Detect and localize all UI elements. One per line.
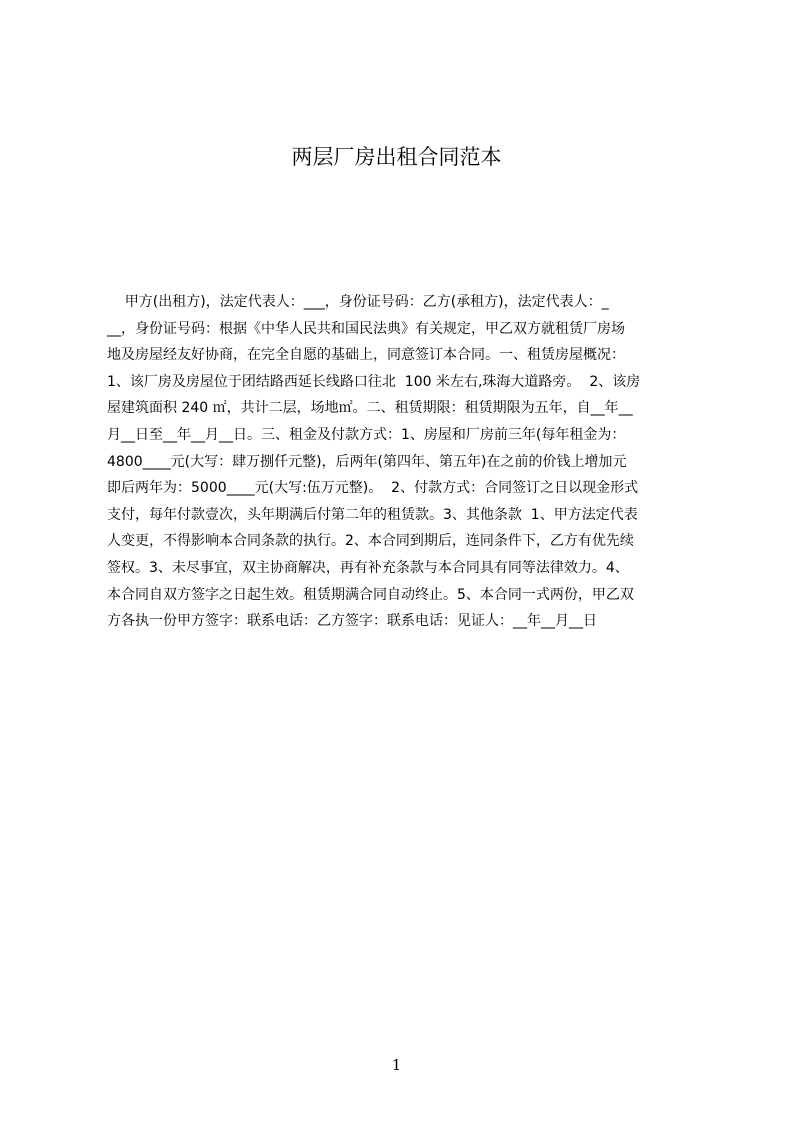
body-line: 4800____元(大写：肆万捌仟元整)，后两年(第四年、第五年)在之前的价钱上增加元: [107, 453, 627, 470]
body-line: 地及房屋经友好协商，在完全自愿的基础上，同意签订本合同。一、租赁房屋概况：: [107, 347, 625, 364]
body-line: 人变更，不得影响本合同条款的执行。2、本合同到期后，连同条件下，乙方有优先续: [107, 533, 634, 550]
body-line: 1、该厂房及房屋位于团结路西延长线路口往北 100 米左右,珠海大道路旁。 2、该房: [107, 373, 641, 390]
body-line: 支付，每年付款壹次，头年期满后付第二年的租赁款。3、其他条款 1、甲方法定代表: [107, 506, 638, 523]
body-line: 甲方(出租方)，法定代表人：___，身份证号码：乙方(承租方)，法定代表人：_: [107, 294, 609, 310]
body-line: 屋建筑面积 240 ㎡，共计二层，场地㎡。二、租赁期限：租赁期限为五年，自__年__: [107, 400, 633, 417]
page-number: 1: [391, 1056, 402, 1074]
body-line: 签权。3、未尽事宜，双主协商解决，再有补充条款与本合同具有同等法律效力。4、: [107, 559, 629, 576]
body-line: __，身份证号码：根据《中华人民共和国民法典》有关规定，甲乙双方就租赁厂房场: [107, 320, 625, 337]
body-line: 月__日至__年__月__日。三、租金及付款方式：1、房屋和厂房前三年(每年租金为：: [107, 426, 626, 443]
document-title: 两层厂房出租合同范本: [291, 145, 502, 169]
body-line: 本合同自双方签字之日起生效。租赁期满合同自动终止。5、本合同一式两份，甲乙双: [107, 586, 634, 603]
body-line: 方各执一份甲方签字：联系电话：乙方签字：联系电话：见证人：__年__月__日: [107, 613, 597, 630]
contract-body: [107, 289, 697, 635]
body-line: 即后两年为：5000____元(大写:伍万元整)。 2、付款方式：合同签订之日以现金形式: [107, 480, 639, 497]
